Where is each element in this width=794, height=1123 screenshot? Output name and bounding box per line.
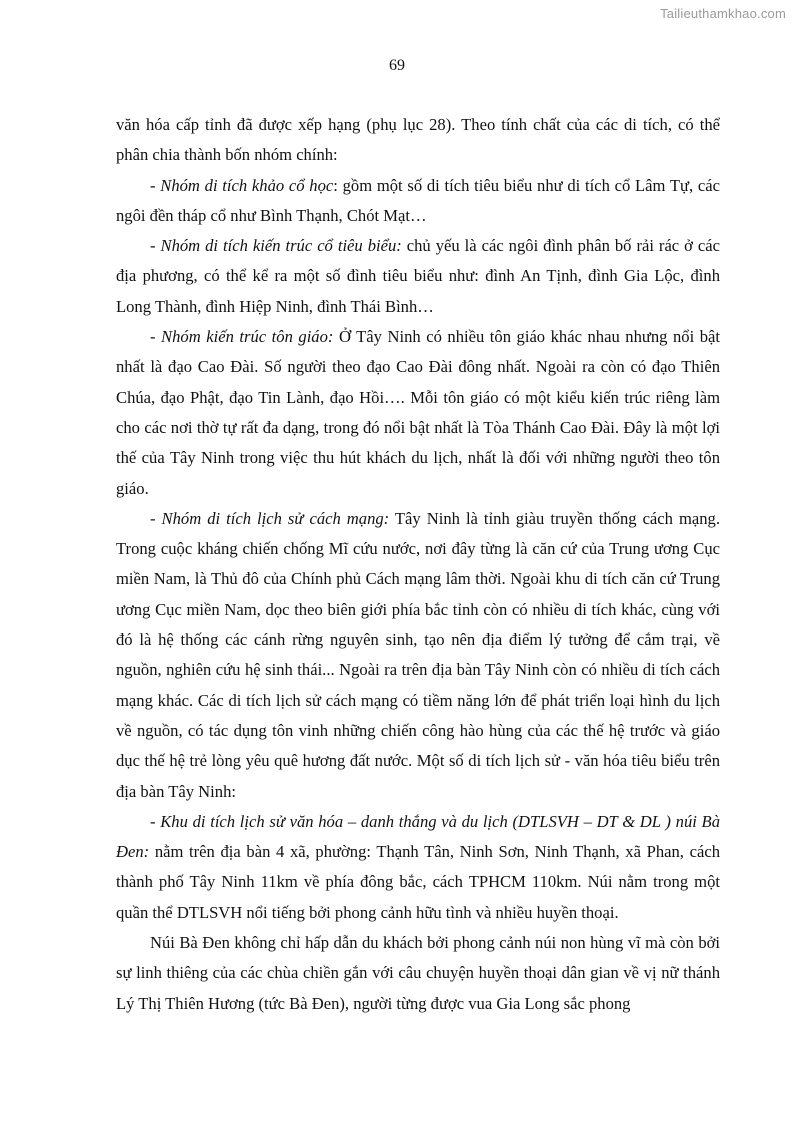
paragraph-ba-den-legend xyxy=(116,928,720,1019)
page-number: 69 xyxy=(389,57,405,74)
paragraph-text: : gồm một số di tích tiêu biểu như di tích cổ Lâm Tự, các ngôi đền tháp cổ như Bình Thạnh, Chót Mạt… xyxy=(116,175,720,225)
paragraph-intro xyxy=(116,110,720,171)
paragraph-ancient-architecture-group xyxy=(116,231,720,322)
document-body xyxy=(116,110,720,1019)
paragraph-lead: - Nhóm di tích kiến trúc cổ tiêu biểu: xyxy=(150,236,402,256)
paragraph-ba-den-mountain-site xyxy=(116,807,720,928)
paragraph-lead: - Nhóm di tích khảo cổ học xyxy=(150,175,334,195)
paragraph-revolutionary-history-group xyxy=(116,504,720,807)
paragraph-archaeology-group xyxy=(116,171,720,232)
paragraph-text: Tây Ninh là tỉnh giàu truyền thống cách mạng. Trong cuộc kháng chiến chống Mĩ cứu nước, nơi đây từng là căn cứ của Trung ương Cục miền Nam, là Thủ đô của Chính phủ Cách mạng lâm thời. Ngoài khu di tích căn cứ Trung ương Cục miền Nam, dọc theo biên giới phía bắc tỉnh còn có nhiều di tích khác, cùng với đó là hệ thống các cánh rừng nguyên sinh, tạo nên địa điểm lý tưởng để cắm trại, về nguồn, nghiên cứu hệ sinh thái... Ngoài ra trên địa bàn Tây Ninh còn có nhiều di tích cách mạng khác. Các di tích lịch sử cách mạng có tiềm năng lớn để phát triển loại hình du lịch về nguồn, có tác dụng tôn vinh những chiến công hào hùng của các thế hệ trước và giáo dục thế hệ trẻ lòng yêu quê hương đất nước. Một số di tích lịch sử - văn hóa tiêu biểu trên địa bàn Tây Ninh: xyxy=(116,508,720,801)
paragraph-lead: - Nhóm di tích lịch sử cách mạng: xyxy=(150,508,390,528)
paragraph-text: văn hóa cấp tỉnh đã được xếp hạng (phụ lục 28). Theo tính chất của các di tích, có thể phân chia thành bốn nhóm chính: xyxy=(116,115,720,165)
paragraph-lead: - Nhóm kiến trúc tôn giáo: xyxy=(150,327,334,347)
paragraph-text: nằm trên địa bàn 4 xã, phường: Thạnh Tân, Ninh Sơn, Ninh Thạnh, xã Phan, cách thành phố Tây Ninh 11km về phía đông bắc, cách TPHCM 110km. Núi nằm trong một quần thể DTLSVH nổi tiếng bởi phong cảnh hữu tình và nhiều huyền thoại. xyxy=(116,842,720,922)
paragraph-lead: - Khu di tích lịch sử văn hóa – danh thắng và du lịch (DTLSVH – DT & DL ) núi Bà Đen: xyxy=(116,811,720,862)
watermark-text: Tailieuthamkhao.com xyxy=(660,6,786,21)
paragraph-text: Núi Bà Đen không chỉ hấp dẫn du khách bởi phong cảnh núi non hùng vĩ mà còn bởi sự linh thiêng của các chùa chiền gắn với câu chuyện huyền thoại dân gian về vị nữ thánh Lý Thị Thiên Hương (tức Bà Đen), người từng được vua Gia Long sắc phong xyxy=(116,933,720,1013)
paragraph-religious-architecture-group xyxy=(116,322,720,504)
paragraph-text: chủ yếu là các ngôi đình phân bố rải rác ở các địa phương, có thể kể ra một số đình tiêu biểu như: đình An Tịnh, đình Gia Lộc, đình Long Thành, đình Hiệp Ninh, đình Thái Bình… xyxy=(116,236,721,316)
paragraph-text: Ở Tây Ninh có nhiều tôn giáo khác nhau nhưng nổi bật nhất là đạo Cao Đài. Số người theo đạo Cao Đài đông nhất. Ngoài ra còn có đạo Thiên Chúa, đạo Phật, đạo Tin Lành, đạo Hồi…. Mỗi tôn giáo có một kiểu kiến trúc riêng làm cho các nơi thờ tự rất đa dạng, trong đó nổi bật nhất là Tòa Thánh Cao Đài. Đây là một lợi thế của Tây Ninh trong việc thu hút khách du lịch, nhất là đối với những người theo tôn giáo. xyxy=(116,327,720,498)
